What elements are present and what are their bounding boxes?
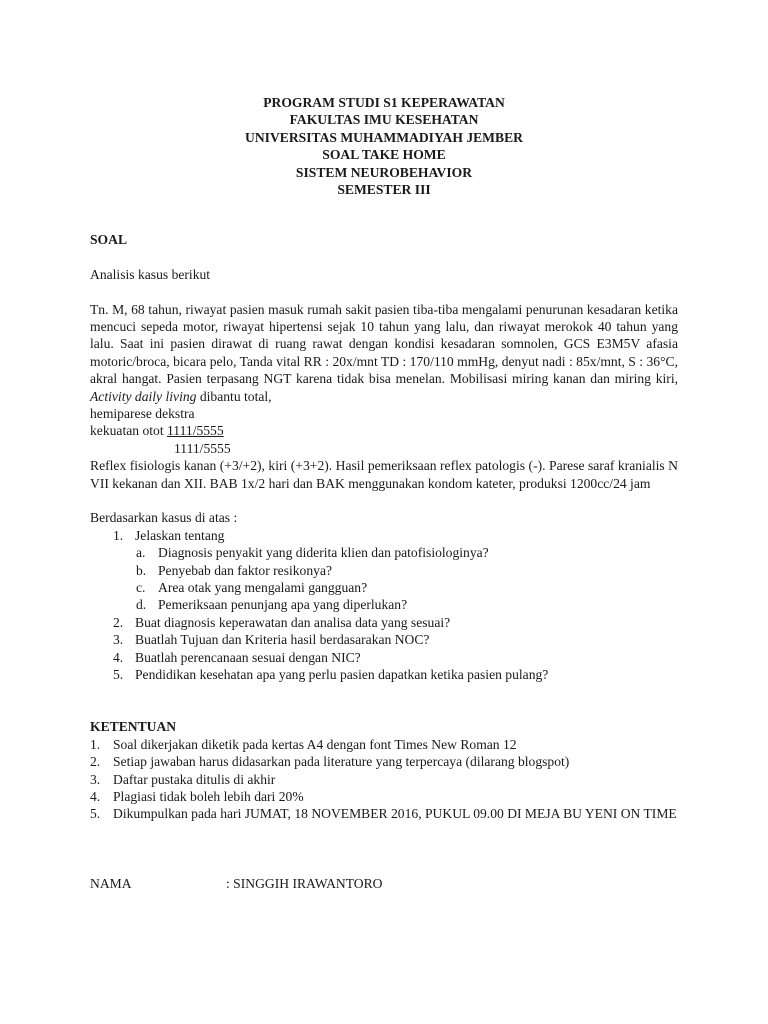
question-item: 5. Pendidikan kesehatan apa yang perlu pasien dapatkan ketika pasien pulang? xyxy=(113,667,549,683)
ketentuan-item: 2. Setiap jawaban harus didasarkan pada literature yang terpercaya (dilarang blogspot) xyxy=(90,754,570,770)
soal-heading: SOAL xyxy=(90,232,128,247)
berdasarkan-line: Berdasarkan kasus di atas : xyxy=(90,510,238,526)
soal-intro: Analisis kasus berikut xyxy=(90,266,211,282)
case-text-part1: Tn. M, 68 tahun, riwayat pasien masuk rumah sakit pasien tiba-tiba mengalami penurunan kesadaran ketika mencuci sepeda motor, riwayat hipertensi sejak 10 tahun yang lalu, dan riwayat merokok 40 tahun yang lalu. Saat ini pasien dirawat di ruang rawat dengan kondisi kesadaran somnolen, GCS E3M5V afasia motoric/broca, bicara pelo, Tanda vital RR : 20x/mnt TD : 170/110 mmHg, denyut nadi : 85x/mnt, S : 36°C, akral hangat. Pasien terpasang NGT karena tidak bisa menelan. Mobilisasi miring kanan dan miring kiri, xyxy=(90,301,678,387)
header-course: SISTEM NEUROBEHAVIOR xyxy=(295,164,473,180)
ketentuan-item: 4. Plagiasi tidak boleh lebih dari 20% xyxy=(90,788,304,804)
question-item: 2. Buat diagnosis keperawatan dan analisa data yang sesuai? xyxy=(113,614,451,630)
case-paragraph xyxy=(90,301,678,405)
question-list xyxy=(90,527,678,684)
header-semester: SEMESTER III xyxy=(337,181,431,197)
case-text-part2: dibantu total, xyxy=(196,388,272,404)
sub-question-item: b. Penyebab dan faktor resikonya? xyxy=(136,562,333,578)
header-faculty: FAKULTAS IMU KESEHATAN xyxy=(289,112,479,128)
sub-question-item: d. Pemeriksaan penunjang apa yang diperlukan? xyxy=(136,597,408,613)
ketentuan-item: 5. Dikumpulkan pada hari JUMAT, 18 NOVEMBER 2016, PUKUL 09.00 DI MEJA BU YENI ON TIME xyxy=(90,806,677,822)
ketentuan-item: 1. Soal dikerjakan diketik pada kertas A4 dengan font Times New Roman 12 xyxy=(90,736,517,752)
document-header xyxy=(0,94,768,198)
kekuatan-otot-line xyxy=(90,422,678,439)
header-exam-type: SOAL TAKE HOME xyxy=(322,147,446,163)
reflex-paragraph: Reflex fisiologis kanan (+3/+2), kiri (+3+2). Hasil pemeriksaan reflex patologis (-). Parese saraf kranialis N VII kekanan dan XII. BAB 1x/2 hari dan BAK menggunakan kondom kateter, produksi 1200cc/24 jam xyxy=(90,458,678,491)
hemiparese-line: hemiparese dekstra xyxy=(90,406,195,422)
ketentuan-item: 3. Daftar pustaka ditulis di akhir xyxy=(90,771,276,787)
name-label: NAMA xyxy=(90,875,132,891)
question-item: 4. Buatlah perencanaan sesuai dengan NIC? xyxy=(113,649,361,665)
question-item: 3. Buatlah Tujuan dan Kriteria hasil berdasarakan NOC? xyxy=(113,632,430,648)
name-value: : SINGGIH IRAWANTORO xyxy=(226,875,383,891)
kekuatan-top-value: 1111/5555 xyxy=(167,423,224,439)
kekuatan-bottom-value: 1111/5555 xyxy=(174,440,231,456)
header-university: UNIVERSITAS MUHAMMADIYAH JEMBER xyxy=(245,129,523,145)
ketentuan-list xyxy=(90,736,678,823)
kekuatan-label: kekuatan otot xyxy=(90,423,168,439)
question-item: 1. Jelaskan tentang xyxy=(113,527,225,543)
sub-question-item: a. Diagnosis penyakit yang diderita klien dan patofisiologinya? xyxy=(136,545,489,561)
ketentuan-heading: KETENTUAN xyxy=(90,719,177,735)
sub-question-item: c. Area otak yang mengalami gangguan? xyxy=(136,580,368,596)
document-body xyxy=(90,231,678,893)
case-text-italic: Activity daily living xyxy=(90,388,197,404)
header-program: PROGRAM STUDI S1 KEPERAWATAN xyxy=(263,95,505,110)
signature-row xyxy=(90,875,678,893)
